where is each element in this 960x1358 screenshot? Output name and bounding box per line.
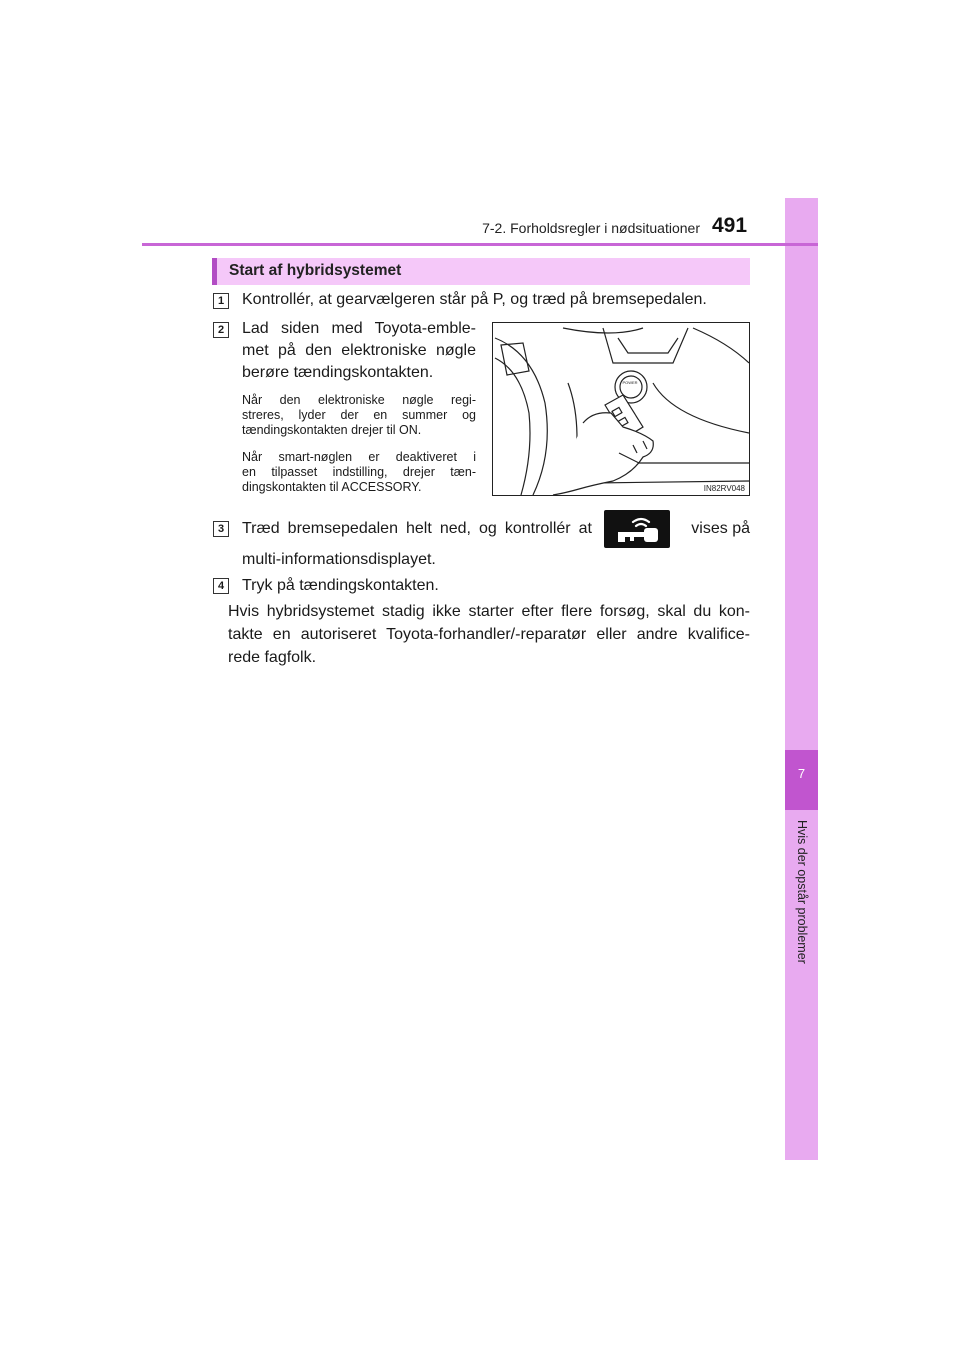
step-3-text-before: Træd bremsepedalen helt ned, og kontrollér at — [242, 520, 592, 537]
step-badge-2: 2 — [213, 322, 229, 338]
illustration-drawing — [493, 323, 749, 495]
step-2-note-1-line-2: streres, lyder der en summer og — [242, 408, 476, 422]
step-badge-3: 3 — [213, 521, 229, 537]
chapter-title-text: Hvis der opstår problemer — [795, 820, 809, 964]
step-2-note-2-line-2: en tilpasset indstilling, drejer tæn- — [242, 465, 476, 479]
illustration-code: IN82RV048 — [703, 484, 745, 493]
step-2-note-2-line-3: dingskontakten til ACCESSORY. — [242, 480, 422, 494]
header-divider — [142, 243, 818, 246]
step-3-line-2: multi-informationsdisplayet. — [242, 551, 436, 568]
final-paragraph-line-2: takte en autoriseret Toyota-forhandler/-reparatør eller andre kvalifice- — [228, 626, 750, 643]
step-3-text-after: vises på — [691, 520, 750, 537]
chapter-title — [785, 820, 818, 990]
step-2-note-2-line-1: Når smart-nøglen er deaktiveret i — [242, 450, 476, 464]
step-2-note-1-line-3: tændingskontakten drejer til ON. — [242, 423, 422, 437]
chapter-number: 7 — [797, 766, 806, 781]
power-button-label: POWER — [622, 380, 638, 385]
final-paragraph-line-1: Hvis hybridsystemet stadig ikke starter efter flere forsøg, skal du kon- — [228, 603, 750, 620]
step-4-text: Tryk på tændingskontakten. — [242, 577, 439, 594]
final-paragraph-line-3: rede fagfolk. — [228, 649, 317, 666]
step-2-line-2: met på den elektroniske nøgle — [242, 342, 476, 359]
step-2-line-3: berøre tændingskontakten. — [242, 364, 434, 381]
step-badge-1: 1 — [213, 293, 229, 309]
section-heading — [212, 258, 750, 285]
hand-holding-key-fob-illustration — [492, 322, 750, 496]
chapter-side-tab — [785, 198, 818, 1160]
step-badge-4: 4 — [213, 578, 229, 594]
step-2-note-1-line-1: Når den elektroniske nøgle regi- — [242, 393, 476, 407]
key-indicator-glyph — [604, 510, 670, 548]
page-number: 491 — [712, 214, 748, 237]
smart-key-indicator-icon — [604, 510, 670, 548]
step-1-text: Kontrollér, at gearvælgeren står på P, og træd på bremsepedalen. — [242, 291, 707, 308]
step-2-line-1: Lad siden med Toyota-emble- — [242, 320, 476, 337]
header-section-title: 7-2. Forholdsregler i nødsituationer — [482, 220, 700, 236]
section-heading-text: Start af hybridsystemet — [229, 262, 402, 279]
